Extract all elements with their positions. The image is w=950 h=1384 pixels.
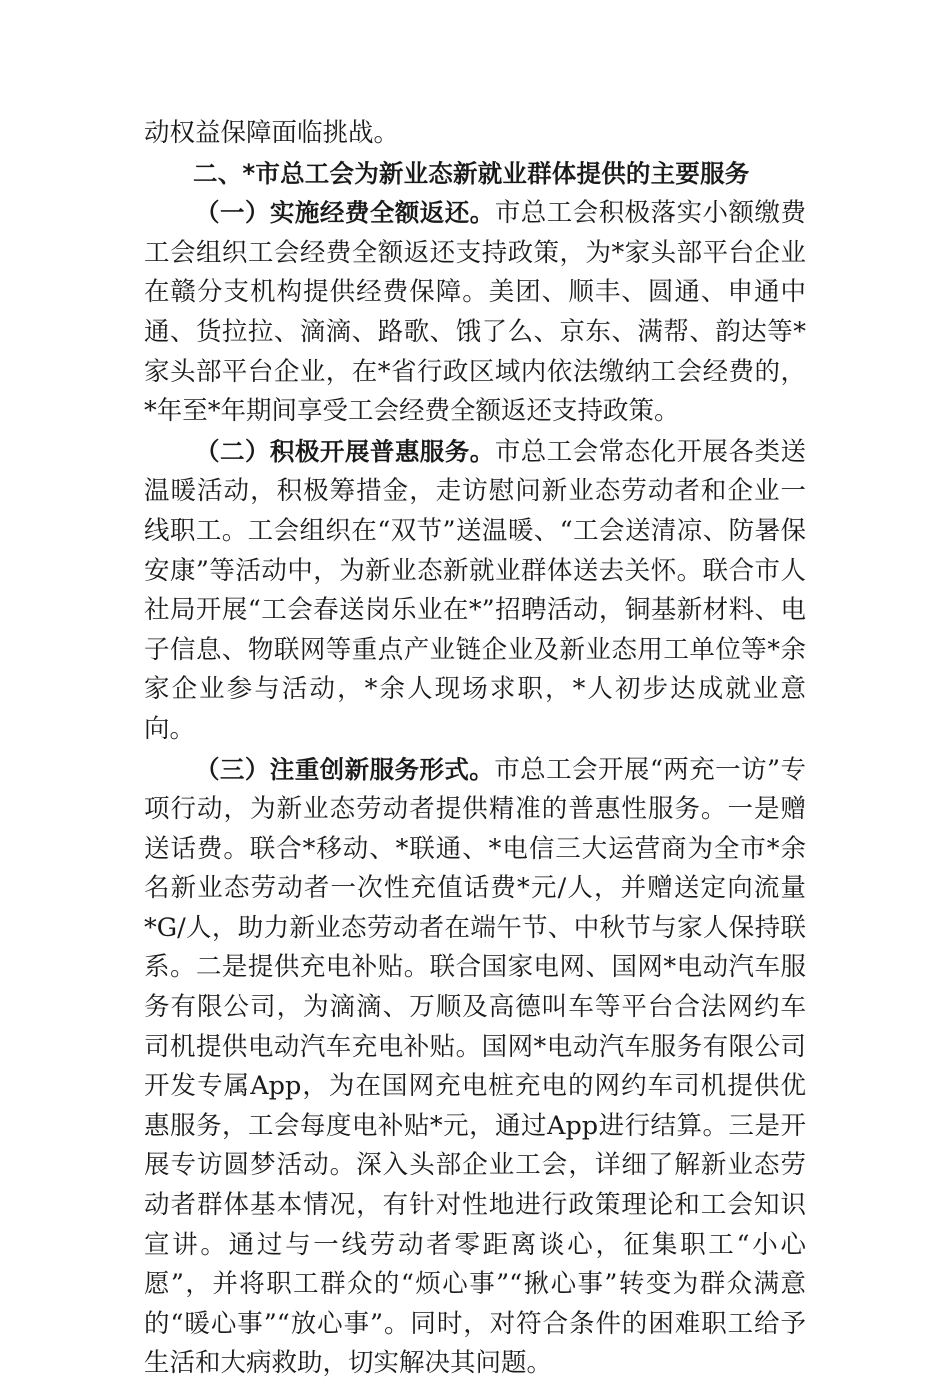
- paragraph-3-body: 市总工会开展“两充一访”专项行动，为新业态劳动者提供精准的普惠性服务。一是赠送话费。联合*移动、*联通、*电信三大运营商为全市*余名新业态劳动者一次性充值话费*元/人，并赠送定向流量*G/人，助力新业态劳动者在端午节、中秋节与家人保持联系。二是提供充电补贴。联合国家电网、国网*电动汽车服务有限公司，为滴滴、万顺及高德叫车等平台合法网约车司机提供电动汽车充电补贴。国网*电动汽车服务有限公司开发专属App，为在国网充电桩充电的网约车司机提供优惠服务，工会每度电补贴*元，通过App进行结算。三是开展专访圆梦活动。深入头部企业工会，详细了解新业态劳动者群体基本情况，有针对性地进行政策理论和工会知识宣讲。通过与一线劳动者零距离谈心，征集职工“小心愿”，并将职工群众的“烦心事”“揪心事”转变为群众满意的“暖心事”“放心事”。同时，对符合条件的困难职工给予生活和大病救助，切实解决其问题。: [144, 755, 806, 1379]
- paragraph-1: [144, 193, 806, 432]
- section-heading: 二、*市总工会为新业态新就业群体提供的主要服务: [144, 154, 806, 194]
- paragraph-3-lead: （三）注重创新服务形式。: [195, 755, 494, 784]
- paragraph-3: [144, 750, 806, 1384]
- paragraph-1-body: 市总工会积极落实小额缴费工会组织工会经费全额返还支持政策，为*家头部平台企业在赣分支机构提供经费保障。美团、顺丰、圆通、申通中通、货拉拉、滴滴、路歌、饿了么、京东、满帮、韵达等*家头部平台企业，在*省行政区域内依法缴纳工会经费的，*年至*年期间享受工会经费全额返还支持政策。: [144, 198, 806, 426]
- paragraph-2-body: 市总工会常态化开展各类送温暖活动，积极筹措金，走访慰问新业态劳动者和企业一线职工。工会组织在“双节”送温暖、“工会送清凉、防暑保安康”等活动中，为新业态新就业群体送去关怀。联合市人社局开展“工会春送岗乐业在*”招聘活动，铜基新材料、电子信息、物联网等重点产业链企业及新业态用工单位等*余家企业参与活动，*余人现场求职，*人初步达成就业意向。: [144, 437, 806, 744]
- paragraph-2: [144, 432, 806, 750]
- paragraph-1-lead: （一）实施经费全额返还。: [195, 198, 495, 227]
- document-page: [144, 114, 806, 1384]
- paragraph-2-lead: （二）积极开展普惠服务。: [195, 437, 495, 466]
- continuation-text: 动权益保障面临挑战。: [144, 114, 806, 154]
